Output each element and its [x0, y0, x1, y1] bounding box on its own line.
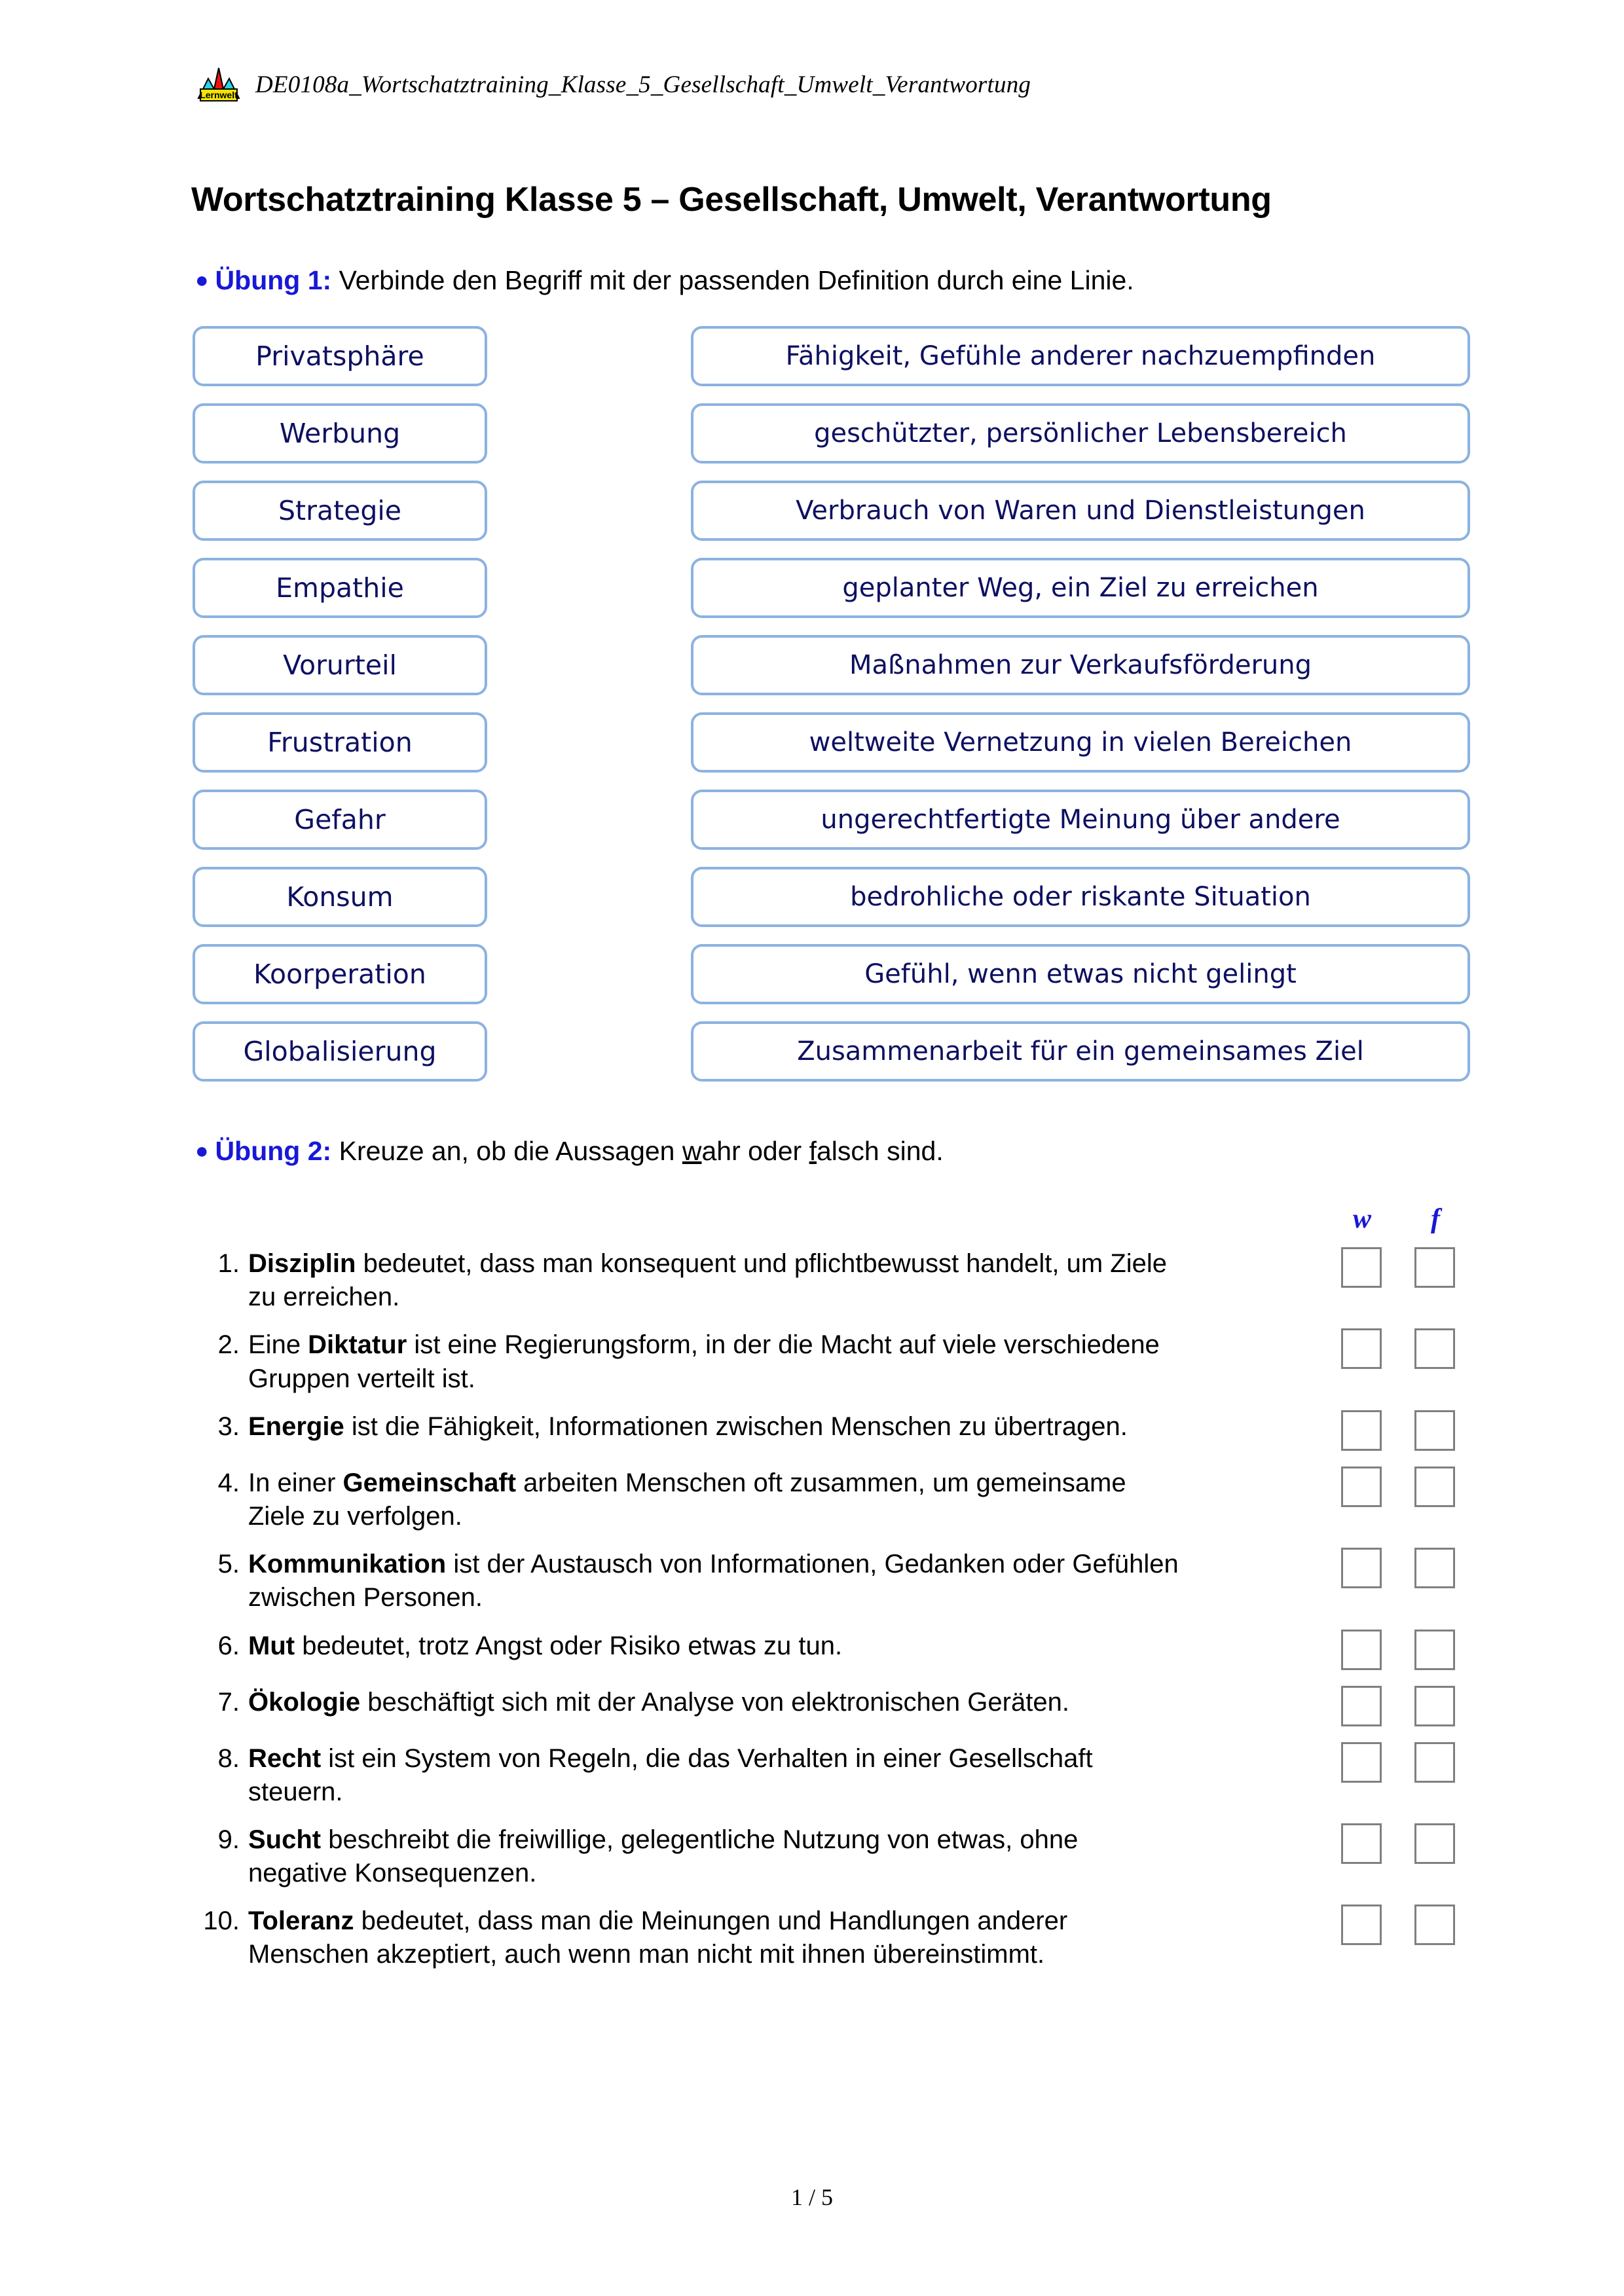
statement-text: Sucht beschreibt die freiwillige, gelegentliche Nutzung von etwas, ohne negative Konsequenzen. — [248, 1825, 1079, 1888]
checkbox-false[interactable] — [1414, 1467, 1455, 1507]
definition-box-label: geschützter, persönlicher Lebensbereich — [814, 418, 1347, 448]
definition-box-label: Fähigkeit, Gefühle anderer nachzuempfinden — [785, 341, 1376, 371]
checkbox-false[interactable] — [1414, 1410, 1455, 1451]
checkbox-true[interactable] — [1341, 1904, 1382, 1945]
header-file-title: DE0108a_Wortschatztraining_Klasse_5_Gesellschaft_Umwelt_Verantwortung — [255, 71, 1031, 98]
exercise-1-instruction: Verbinde den Begriff mit der passenden Definition durch eine Linie. — [339, 265, 1134, 295]
exercise-1-label: Übung 1: — [215, 265, 332, 295]
exercise-2-instruction: Kreuze an, ob die Aussagen wahr oder falsch sind. — [339, 1136, 944, 1166]
checkbox-true[interactable] — [1341, 1742, 1382, 1783]
statement-text: Energie ist die Fähigkeit, Informationen zwischen Menschen zu übertragen. — [248, 1412, 1128, 1441]
checkbox-true[interactable] — [1341, 1630, 1382, 1670]
statement-text: In einer Gemeinschaft arbeiten Menschen oft zusammen, um gemeinsame Ziele zu verfolgen. — [248, 1468, 1126, 1531]
definition-box[interactable] — [691, 635, 1470, 695]
checkbox-true[interactable] — [1341, 1328, 1382, 1369]
term-box[interactable] — [193, 944, 487, 1004]
statement-text: Toleranz bedeutet, dass man die Meinungen und Handlungen anderer Menschen akzeptiert, auch wenn man nicht mit ihnen übereinstimmt. — [248, 1906, 1068, 1969]
statement-row — [196, 1548, 1467, 1614]
exercise-1-heading — [195, 265, 1134, 296]
checkbox-false[interactable] — [1414, 1823, 1455, 1864]
checkbox-true[interactable] — [1341, 1247, 1382, 1288]
checkbox-true[interactable] — [1341, 1823, 1382, 1864]
definition-box[interactable] — [691, 326, 1470, 386]
checkbox-true[interactable] — [1341, 1410, 1382, 1451]
term-box-label: Vorurteil — [283, 649, 397, 681]
statement-number: 5. — [217, 1550, 240, 1579]
definition-box[interactable] — [691, 481, 1470, 541]
statement-row — [196, 1742, 1467, 1809]
term-box-label: Konsum — [286, 881, 394, 913]
statement-text: Eine Diktatur ist eine Regierungsform, in der die Macht auf viele verschiedene Gruppen verteilt ist. — [248, 1330, 1160, 1393]
definition-box-label: Zusammenarbeit für ein gemeinsames Ziel — [797, 1036, 1364, 1066]
page-title: Wortschatztraining Klasse 5 – Gesellschaft, Umwelt, Verantwortung — [191, 181, 1272, 219]
term-box[interactable] — [193, 712, 487, 773]
column-header-true: w — [1352, 1204, 1371, 1234]
statement-row — [196, 1328, 1467, 1395]
statement-number: 9. — [217, 1825, 240, 1854]
term-box[interactable] — [193, 790, 487, 850]
term-box[interactable] — [193, 867, 487, 927]
checkbox-false[interactable] — [1414, 1548, 1455, 1588]
checkbox-false[interactable] — [1414, 1742, 1455, 1783]
statement-keyword: Gemeinschaft — [342, 1468, 517, 1497]
term-box[interactable] — [193, 1021, 487, 1082]
definitions-column — [691, 326, 1470, 1099]
definition-box[interactable] — [691, 1021, 1470, 1082]
statement-text: Recht ist ein System von Regeln, die das Verhalten in einer Gesellschaft steuern. — [248, 1743, 1093, 1806]
statement-row — [196, 1467, 1467, 1533]
statement-number: 2. — [217, 1330, 240, 1360]
definition-box-label: weltweite Vernetzung in vielen Bereichen — [809, 727, 1352, 757]
statement-row — [196, 1904, 1467, 1971]
term-box[interactable] — [193, 635, 487, 695]
statement-text: Kommunikation ist der Austausch von Informationen, Gedanken oder Gefühlen zwischen Personen. — [248, 1550, 1179, 1613]
column-header-false: f — [1431, 1204, 1440, 1234]
statement-row — [196, 1410, 1467, 1452]
statement-text: Mut bedeutet, trotz Angst oder Risiko etwas zu tun. — [248, 1631, 843, 1660]
terms-column — [193, 326, 487, 1099]
definition-box[interactable] — [691, 558, 1470, 618]
logo-text: Lernwelt — [200, 90, 238, 100]
statement-row — [196, 1247, 1467, 1314]
definition-box[interactable] — [691, 944, 1470, 1004]
checkbox-true[interactable] — [1341, 1548, 1382, 1588]
statement-number: 6. — [217, 1631, 240, 1660]
definition-box-label: Verbrauch von Waren und Dienstleistungen — [796, 496, 1365, 526]
statement-row — [196, 1823, 1467, 1890]
statement-number: 3. — [217, 1412, 240, 1441]
statement-keyword: Toleranz — [248, 1906, 354, 1936]
statement-number: 8. — [217, 1743, 240, 1773]
term-box-label: Globalisierung — [243, 1035, 437, 1067]
term-box-label: Empathie — [276, 572, 404, 604]
statement-keyword: Kommunikation — [248, 1550, 447, 1579]
checkbox-false[interactable] — [1414, 1247, 1455, 1288]
term-box-label: Frustration — [267, 726, 413, 758]
statement-keyword: Sucht — [248, 1825, 322, 1854]
bullet-icon: ● — [195, 1139, 209, 1163]
checkbox-true[interactable] — [1341, 1467, 1382, 1507]
definition-box[interactable] — [691, 712, 1470, 773]
statement-number: 10. — [203, 1906, 240, 1936]
term-box[interactable] — [193, 403, 487, 464]
page-footer: 1 / 5 — [790, 2184, 833, 2210]
checkbox-false[interactable] — [1414, 1904, 1455, 1945]
statement-row — [196, 1686, 1467, 1728]
statement-number: 1. — [217, 1249, 240, 1278]
checkbox-false[interactable] — [1414, 1630, 1455, 1670]
statement-text: Ökologie beschäftigt sich mit der Analyse von elektronischen Geräten. — [248, 1687, 1069, 1717]
statement-text: Disziplin bedeutet, dass man konsequent und pflichtbewusst handelt, um Ziele zu erreichen. — [248, 1249, 1168, 1312]
statement-row — [196, 1630, 1467, 1671]
definition-box-label: Maßnahmen zur Verkaufsförderung — [849, 650, 1312, 680]
checkbox-false[interactable] — [1414, 1686, 1455, 1726]
page-header — [196, 64, 1031, 105]
term-box[interactable] — [193, 326, 487, 386]
definition-box-label: Gefühl, wenn etwas nicht gelingt — [864, 959, 1297, 989]
definition-box-label: geplanter Weg, ein Ziel zu erreichen — [842, 573, 1319, 603]
bullet-icon: ● — [195, 268, 209, 293]
exercise-2-heading — [195, 1136, 944, 1167]
statement-keyword: Recht — [248, 1743, 322, 1773]
term-box[interactable] — [193, 558, 487, 618]
statement-keyword: Disziplin — [248, 1249, 356, 1278]
term-box-label: Privatsphäre — [255, 340, 424, 372]
statement-keyword: Energie — [248, 1412, 344, 1441]
lernwelt-logo-icon — [196, 64, 241, 105]
definition-box-label: ungerechtfertigte Meinung über andere — [821, 805, 1340, 835]
term-box[interactable] — [193, 481, 487, 541]
statement-number: 4. — [217, 1468, 240, 1497]
term-box-label: Strategie — [278, 494, 402, 526]
statements-list — [196, 1247, 1467, 1986]
definition-box[interactable] — [691, 790, 1470, 850]
statement-keyword: Ökologie — [248, 1687, 361, 1717]
term-box-label: Koorperation — [253, 958, 426, 990]
statement-keyword: Diktatur — [308, 1330, 407, 1360]
checkbox-true[interactable] — [1341, 1686, 1382, 1726]
definition-box[interactable] — [691, 867, 1470, 927]
term-box-label: Werbung — [279, 417, 401, 449]
definition-box-label: bedrohliche oder riskante Situation — [850, 882, 1311, 912]
checkbox-false[interactable] — [1414, 1328, 1455, 1369]
definition-box[interactable] — [691, 403, 1470, 464]
exercise-2-label: Übung 2: — [215, 1136, 332, 1166]
term-box-label: Gefahr — [294, 803, 386, 835]
statement-number: 7. — [217, 1687, 240, 1717]
statement-keyword: Mut — [248, 1631, 295, 1660]
